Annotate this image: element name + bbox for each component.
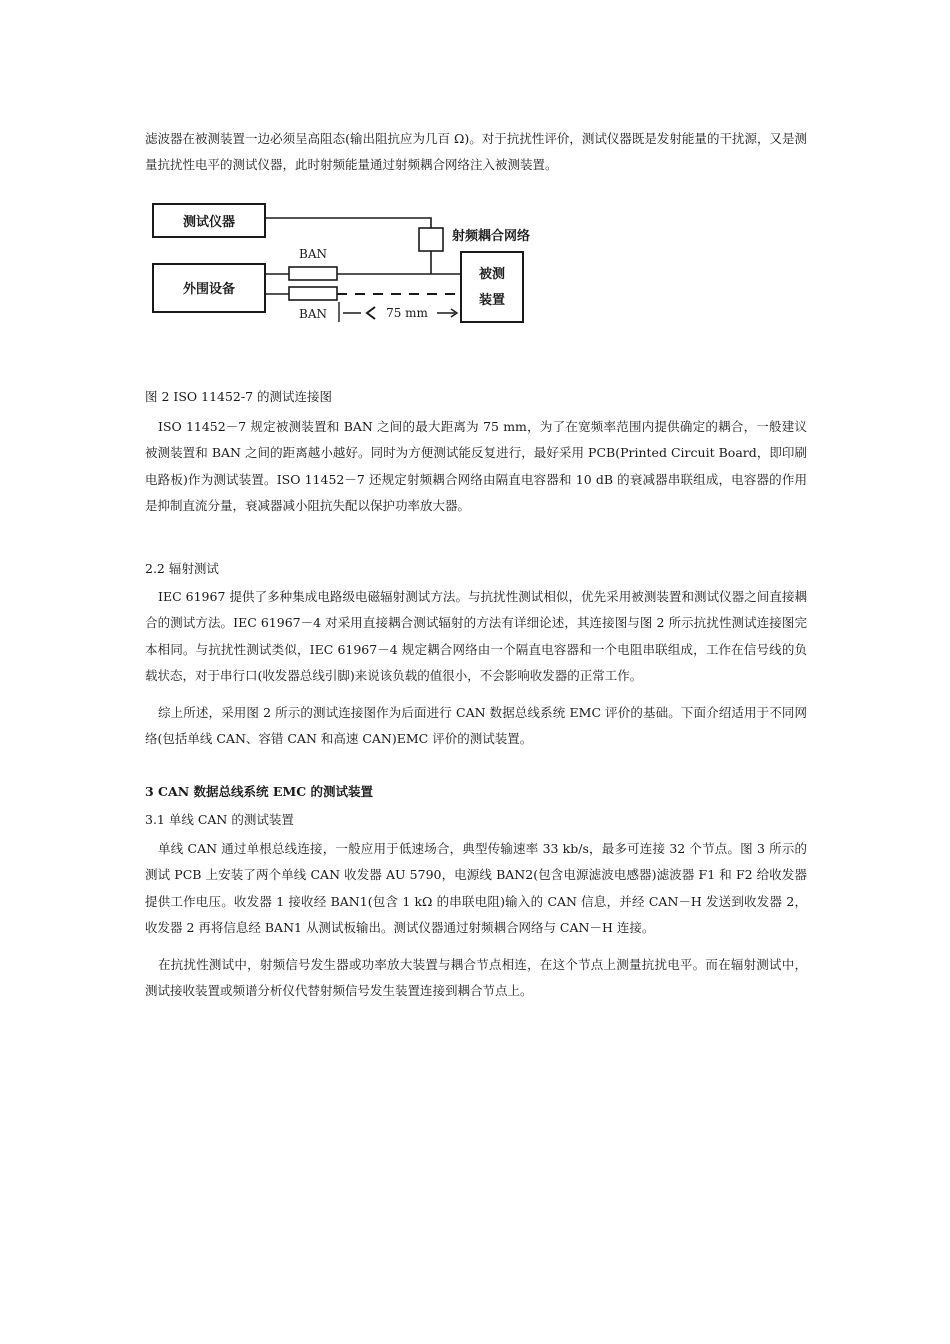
figure-caption: 图 2 ISO 11452-7 的测试连接图 [145,389,333,404]
test-instrument-label: 测试仪器 [182,215,236,230]
peripheral-label: 外围设备 [182,282,236,297]
section-heading-3: 3 CAN 数据总线系统 EMC 的测试装置 [145,784,373,799]
paragraph-last: 在抗扰性测试中，射频信号发生器或功率放大装置与耦合节点相连，在这个节点上测量抗扰电平。而在辐射测试中，测试接收装置或频谱分析仪代替射频信号发生装置连接到耦合节点上。 [145,957,807,999]
dut-label-line1: 被测 [478,267,506,282]
distance-label: 75 mm [386,306,428,320]
ban-top-label: BAN [299,247,327,261]
test-connection-diagram [145,196,565,331]
section-heading-3-1: 3.1 单线 CAN 的测试装置 [145,812,294,827]
ban-bottom-label: BAN [299,307,327,321]
paragraph-iec: IEC 61967 提供了多种集成电路级电磁辐射测试方法。与抗扰性测试相似，优先采用被测装置和测试仪器之间直接耦合的测试方法。IEC 61967－4 对采用直接耦合测试辐射的方法有详细论述，其连接图与图 2 所示抗扰性测试连接图完本相同。与抗扰性测试类似，IEC 61967－4 规定耦合网络由一个隔直电容器和一个电阻串联组成，工作在信号线的负载状态，对于串行口(收发器总线引脚)来说该负载的值很小，不会影响收发器的正常工作。 [145,589,807,683]
ban-bottom-resistor [289,287,337,300]
dut-label-line2: 装置 [478,293,506,308]
paragraph-single-can: 单线 CAN 通过单根总线连接，一般应用于低速场合，典型传输速率 33 kb/s，最多可连接 32 个节点。图 3 所示的测试 PCB 上安装了两个单线 CAN 收发器 AU 5790，电源线 BAN2(包含电源滤波电感器)滤波器 F1 和 F2 给收发器提供工作电压。收发器 1 接收经 BAN1(包含 1 kΩ 的串联电阻)输入的 CAN 信息，并经 CAN－H 发送到收发器 2，收发器 2 再将信息经 BAN1 从测试板输出。测试仪器通过射频耦合网络与 CAN－H 连接。 [145,841,807,935]
paragraph-intro: 滤波器在被测装置一边必须呈高阻态(输出阻抗应为几百 Ω)。对于抗扰性评价，测试仪器既是发射能量的干扰源，又是测量抗扰性电平的测试仪器，此时射频能量通过射频耦合网络注入被测装置。 [145,131,807,173]
dut-box [461,252,523,322]
ban-top-resistor [289,267,337,280]
rf-coupling-box [419,228,443,251]
paragraph-summary: 综上所述，采用图 2 所示的测试连接图作为后面进行 CAN 数据总线系统 EMC 评价的基础。下面介绍适用于不同网络(包括单线 CAN、容错 CAN 和高速 CAN)EMC 评价的测试装置。 [145,705,807,747]
section-heading-2-2: 2.2 辐射测试 [145,561,219,576]
rf-coupling-label: 射频耦合网络 [452,229,531,244]
paragraph-iso: ISO 11452－7 规定被测装置和 BAN 之间的最大距离为 75 mm，为了在宽频率范围内提供确定的耦合，一般建议被测装置和 BAN 之间的距离越小越好。同时为方便测试能反复进行，最好采用 PCB(Printed Circuit Board，即印刷电路板)作为测试装置。ISO 11452－7 还规定射频耦合网络由隔直电容器和 10 dB 的衰减器串联组成，电容器的作用是抑制直流分量，衰减器减小阻抗失配以保护功率放大器。 [145,419,807,513]
